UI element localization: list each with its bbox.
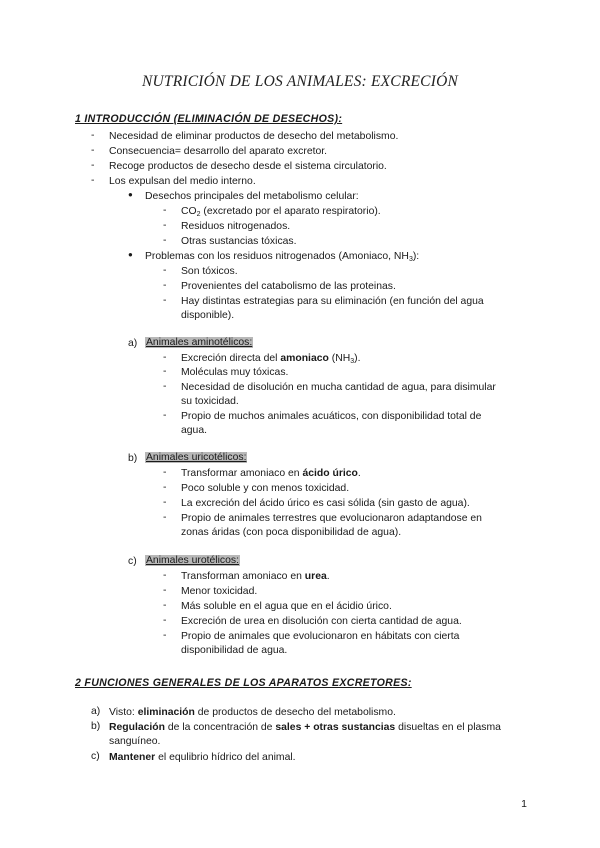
list-item: Residuos nitrogenados. xyxy=(181,221,291,232)
dash: - xyxy=(163,205,167,216)
list-item: Los expulsan del medio interno. xyxy=(109,176,256,187)
list-item: Moléculas muy tóxicas. xyxy=(181,367,289,378)
list-item: Transformar amoniaco en ácido úrico. xyxy=(181,468,361,479)
list-item: Necesidad de disolución en mucha cantidad de agua, para disimular xyxy=(181,382,496,393)
list-item: Son tóxicos. xyxy=(181,266,238,277)
function-item: Regulación de la concentración de sales + otras sustancias disueltas en el plasma xyxy=(109,722,501,733)
dash: - xyxy=(163,366,167,377)
list-item-continued: agua. xyxy=(181,425,208,436)
list-item: Consecuencia= desarrollo del aparato excretor. xyxy=(109,146,328,157)
page-number: 1 xyxy=(521,798,527,810)
list-item: Transforman amoniaco en urea. xyxy=(181,571,330,582)
dash: - xyxy=(91,145,95,156)
dash: - xyxy=(163,410,167,421)
list-item: Propio de animales que evolucionaron en hábitats con cierta xyxy=(181,631,460,642)
dash: - xyxy=(163,497,167,508)
dash: - xyxy=(163,600,167,611)
group-label-urotelicos: Animales urotélicos: xyxy=(146,555,239,566)
list-item-continued: disponible). xyxy=(181,310,235,321)
list-item: La excreción del ácido úrico es casi sólida (sin gasto de agua). xyxy=(181,498,470,509)
dash: - xyxy=(91,130,95,141)
list-item: $CO_2$ (excretado por el aparato respiratorio). xyxy=(181,206,381,218)
dash: - xyxy=(163,512,167,523)
dash: - xyxy=(163,615,167,626)
list-item: Excreción de urea en disolución con cierta cantidad de agua. xyxy=(181,616,462,627)
section-1-heading: 1 INTRODUCCIÓN (ELIMINACIÓN DE DESECHOS): xyxy=(75,113,343,125)
dash: - xyxy=(163,220,167,231)
list-item: Más soluble en el agua que en el ácidio úrico. xyxy=(181,601,392,612)
list-item-continued: su toxicidad. xyxy=(181,396,239,407)
bullet-label: Desechos principales del metabolismo celular: xyxy=(145,191,359,202)
function-item-continued: sanguíneo. xyxy=(109,736,161,747)
list-item: Poco soluble y con menos toxicidad. xyxy=(181,483,350,494)
dash: - xyxy=(163,585,167,596)
dash: - xyxy=(163,352,167,363)
bullet-icon: ● xyxy=(128,250,133,259)
function-item: Mantener el equlibrio hídrico del animal. xyxy=(109,752,296,763)
function-item: Visto: eliminación de productos de desecho del metabolismo. xyxy=(109,707,396,718)
list-item-continued: zonas áridas (con poca disponibilidad de agua). xyxy=(181,527,402,538)
dash: - xyxy=(163,280,167,291)
dash: - xyxy=(163,235,167,246)
dash: - xyxy=(163,630,167,641)
list-item: Provenientes del catabolismo de las proteinas. xyxy=(181,281,396,292)
marker-b: b) xyxy=(128,453,138,464)
list-item: Excreción directa del amoniaco $(NH_3)$. xyxy=(181,353,361,365)
dash: - xyxy=(163,265,167,276)
marker-b: b) xyxy=(91,721,101,732)
dash: - xyxy=(91,160,95,171)
dash: - xyxy=(163,570,167,581)
list-item: Propio de animales terrestres que evolucionaron adaptandose en xyxy=(181,513,482,524)
marker-c: c) xyxy=(91,751,100,762)
bullet-icon: ● xyxy=(128,190,133,199)
dash: - xyxy=(163,381,167,392)
list-item: Menor toxicidad. xyxy=(181,586,258,597)
list-item: Hay distintas estrategias para su eliminación (en función del agua xyxy=(181,296,484,307)
dash: - xyxy=(163,467,167,478)
marker-c: c) xyxy=(128,556,137,567)
marker-a: a) xyxy=(91,706,101,717)
marker-a: a) xyxy=(128,338,138,349)
page-title: NUTRICIÓN DE LOS ANIMALES: EXCRECIÓN xyxy=(141,73,459,90)
section-2-heading: 2 FUNCIONES GENERALES DE LOS APARATOS EXCRETORES: xyxy=(75,677,412,689)
list-item: Recoge productos de desecho desde el sistema circulatorio. xyxy=(109,161,387,172)
group-label-uricotelicos: Animales uricotélicos: xyxy=(146,452,247,463)
list-item-continued: disponibilidad de agua. xyxy=(181,645,288,656)
dash: - xyxy=(163,482,167,493)
list-item: Necesidad de eliminar productos de desecho del metabolismo. xyxy=(109,131,399,142)
bullet-label: Problemas con los residuos nitrogenados (Amoniaco, $NH_3$): xyxy=(145,251,420,263)
dash: - xyxy=(91,175,95,186)
list-item: Propio de muchos animales acuáticos, con disponibilidad total de xyxy=(181,411,482,422)
list-item: Otras sustancias tóxicas. xyxy=(181,236,297,247)
dash: - xyxy=(163,295,167,306)
group-label-aminotelicos: Animales aminotélicos: xyxy=(146,337,253,348)
